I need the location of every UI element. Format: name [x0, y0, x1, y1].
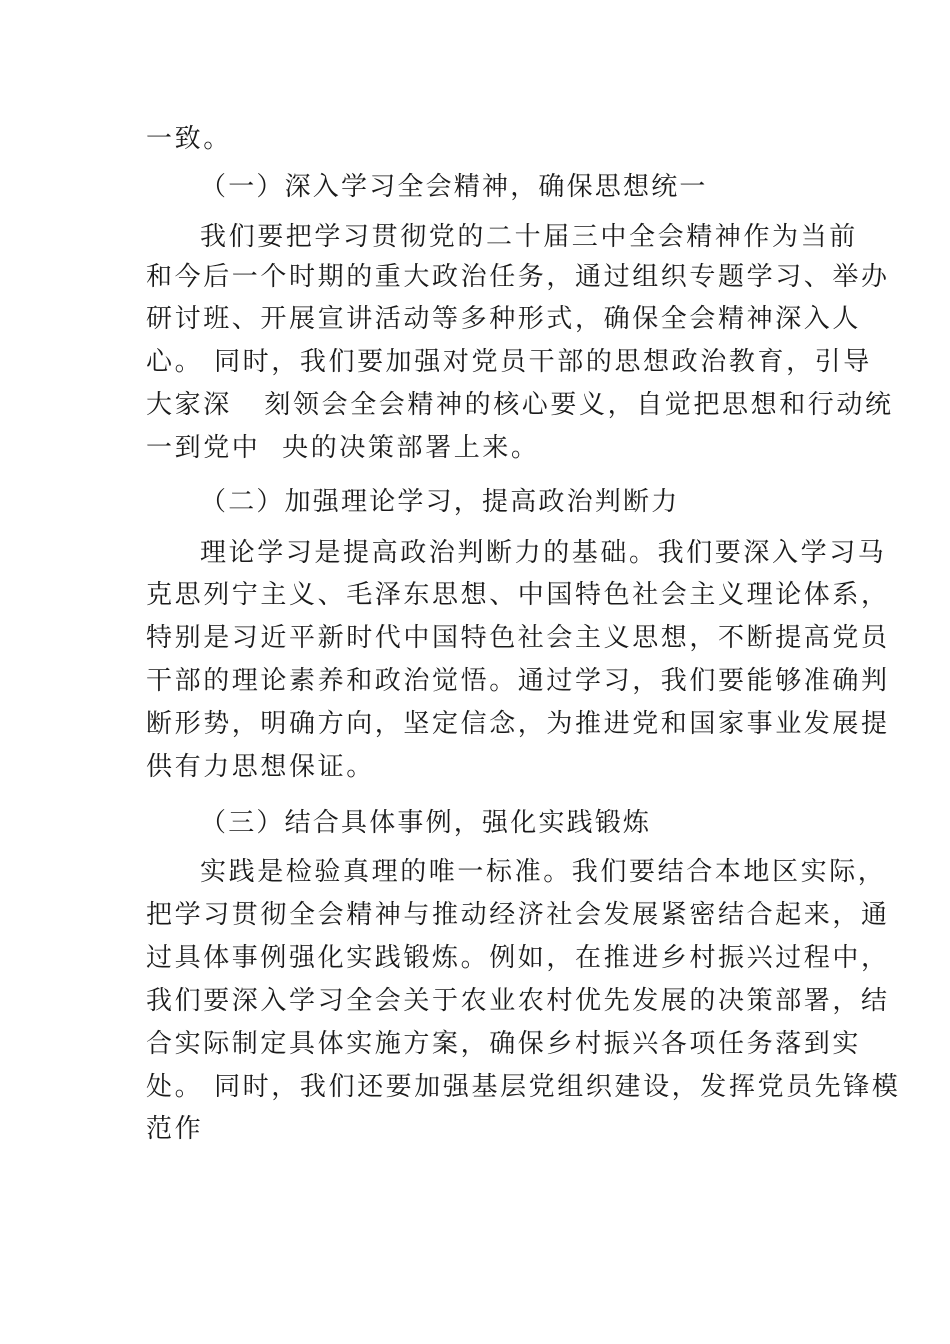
- text-line: 一到党中 央的决策部署上来。: [146, 433, 540, 463]
- text-line: 合实际制定具体实施方案，确保乡村振兴各项任务落到实: [146, 1029, 862, 1059]
- section-heading-1: （一）深入学习全会精神，确保思想统一: [200, 172, 708, 202]
- text-line: 过具体事例强化实践锻炼。例如，在推进乡村振兴过程中，: [146, 943, 890, 973]
- section-heading-2: （二）加强理论学习，提高政治判断力: [200, 487, 680, 517]
- text-line: 一致。: [146, 124, 232, 154]
- text-line: 断形势，明确方向，坚定信念，为推进党和国家事业发展提: [146, 709, 890, 739]
- text-line: 研讨班、开展宣讲活动等多种形式，确保全会精神深入人: [146, 304, 862, 334]
- text-line: 我们要把学习贯彻党的二十届三中全会精神作为当前: [200, 222, 858, 252]
- text-line: 心。 同时，我们要加强对党员干部的思想政治教育，引导: [146, 347, 872, 377]
- text-line: 实践是检验真理的唯一标准。我们要结合本地区实际，: [200, 857, 887, 887]
- text-line: 我们要深入学习全会关于农业农村优先发展的决策部署，结: [146, 986, 890, 1016]
- text-line: 供有力思想保证。: [146, 752, 375, 782]
- text-line: 理论学习是提高政治判断力的基础。我们要深入学习马: [200, 538, 887, 568]
- text-line: 干部的理论素养和政治觉悟。通过学习，我们要能够准确判: [146, 666, 890, 696]
- text-line: 处。 同时，我们还要加强基层党组织建设，发挥党员先锋模: [146, 1072, 901, 1102]
- text-line: 特别是习近平新时代中国特色社会主义思想，不断提高党员: [146, 623, 890, 653]
- text-line: 和今后一个时期的重大政治任务，通过组织专题学习、举办: [146, 262, 890, 292]
- text-line: 范作: [146, 1114, 204, 1144]
- text-line: 把学习贯彻全会精神与推动经济社会发展紧密结合起来，通: [146, 900, 890, 930]
- text-line: 克思列宁主义、毛泽东思想、中国特色社会主义理论体系，: [146, 580, 890, 610]
- text-line: 大家深 刻领会全会精神的核心要义，自觉把思想和行动统: [146, 390, 894, 420]
- section-heading-3: （三）结合具体事例，强化实践锻炼: [200, 808, 652, 838]
